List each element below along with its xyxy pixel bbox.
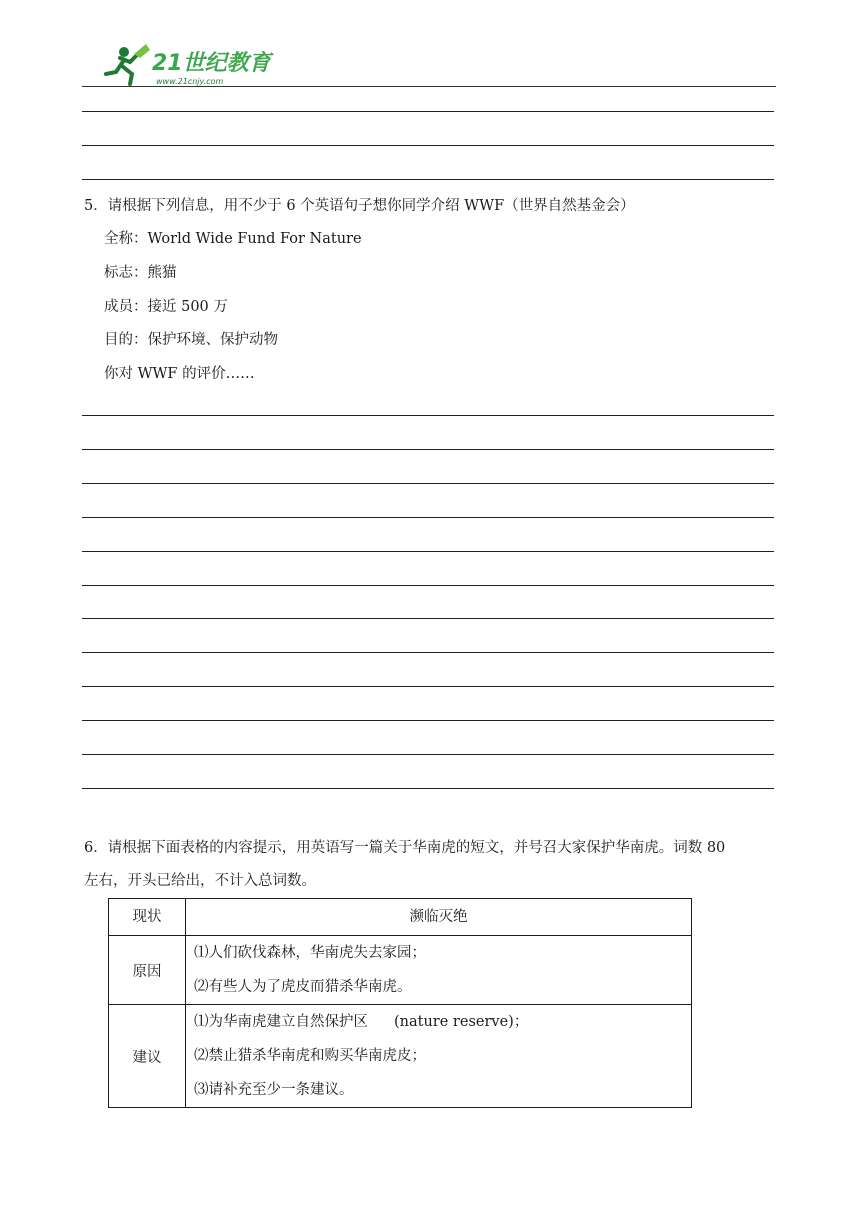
q5-item: 目的：保护环境、保护动物 <box>104 332 278 348</box>
answer-line <box>82 179 774 180</box>
advice-item-1-text: ⑴为华南虎建立自然保护区 <box>194 1014 368 1030</box>
q5-item: 标志：熊猫 <box>104 265 177 281</box>
reason-cell <box>186 936 692 1005</box>
answer-line <box>82 483 774 484</box>
site-logo <box>100 40 275 88</box>
answer-line <box>82 145 774 146</box>
answer-line <box>82 788 774 789</box>
logo-url: www.21cnjy.com <box>156 77 224 86</box>
reason-item: ⑵有些人为了虎皮而猎杀华南虎。 <box>194 979 412 995</box>
runner-icon <box>106 44 150 84</box>
table-row-status <box>109 899 692 936</box>
reason-item: ⑴人们砍伐森林，华南虎失去家园； <box>194 945 426 961</box>
advice-label: 建议 <box>109 1005 186 1108</box>
answer-line <box>82 720 774 721</box>
q6-prompt-line2: 左右，开头已给出，不计入总词数。 <box>84 873 316 889</box>
answer-line <box>82 652 774 653</box>
answer-line <box>82 449 774 450</box>
table-row-advice <box>109 1005 692 1108</box>
q5-item: 全称：World Wide Fund For Nature <box>104 231 362 247</box>
header-rule <box>82 86 776 87</box>
tiger-info-table <box>108 898 692 1108</box>
advice-item: ⑵禁止猎杀华南虎和购买华南虎皮； <box>194 1048 426 1064</box>
answer-line <box>82 517 774 518</box>
logo-text: 21世纪教育 <box>152 51 271 76</box>
answer-line <box>82 111 774 112</box>
answer-line <box>82 618 774 619</box>
q5-item: 成员：接近 500 万 <box>104 299 228 315</box>
status-label: 现状 <box>109 899 186 936</box>
q5-prompt: 5．请根据下列信息，用不少于 6 个英语句子想你同学介绍 WWF（世界自然基金会） <box>84 198 635 214</box>
answer-line <box>82 754 774 755</box>
q6-prompt-line1: 6．请根据下面表格的内容提示，用英语写一篇关于华南虎的短文，并号召大家保护华南虎。词数 80 <box>84 840 726 856</box>
answer-line <box>82 415 774 416</box>
q5-item: 你对 WWF 的评价…… <box>104 366 255 382</box>
reason-label: 原因 <box>109 936 186 1005</box>
table-row-reason <box>109 936 692 1005</box>
answer-line <box>82 551 774 552</box>
advice-item-1-term: (nature reserve)； <box>394 1014 529 1030</box>
advice-item <box>186 1005 691 1039</box>
answer-line <box>82 585 774 586</box>
answer-line <box>82 686 774 687</box>
advice-cell <box>186 1005 692 1108</box>
advice-item: ⑶请补充至少一条建议。 <box>194 1082 354 1098</box>
status-value: 濒临灭绝 <box>186 899 692 936</box>
